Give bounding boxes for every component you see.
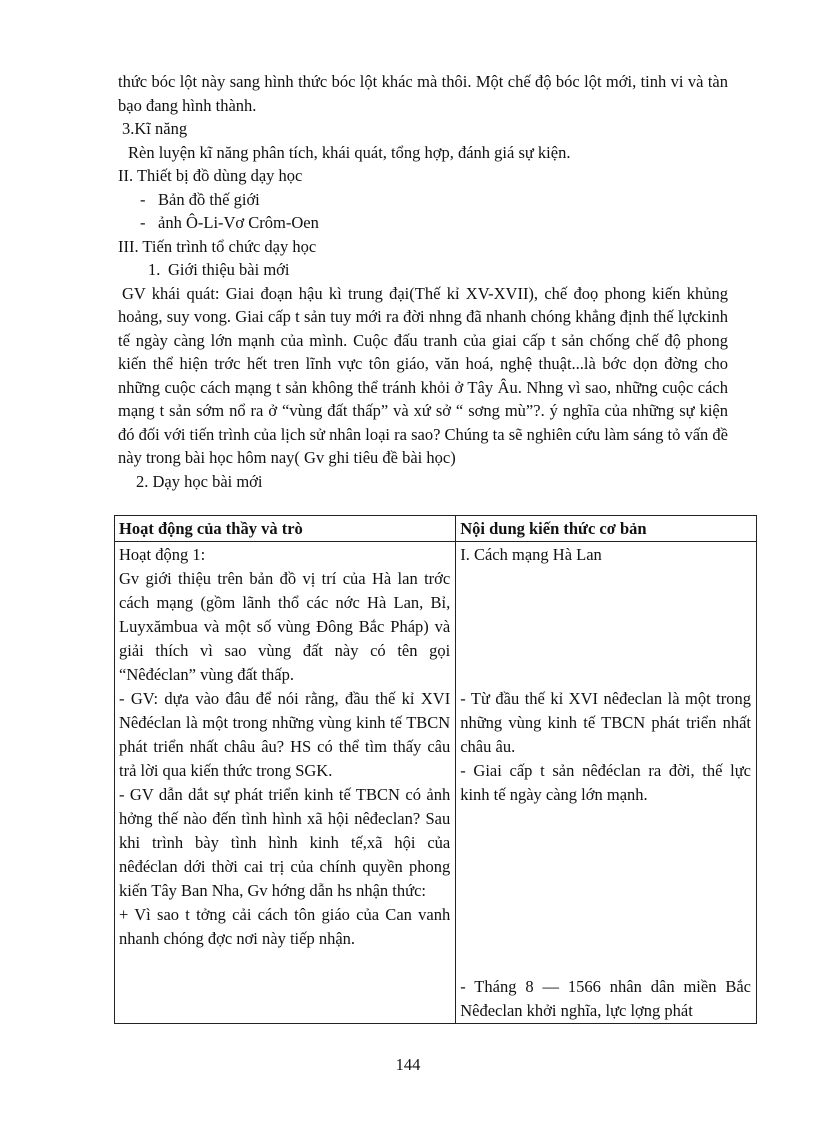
content-paragraph: - Từ đầu thế kỉ XVI nêđeclan là một trong những vùng kinh tế TBCN phát triển nhất châu âu.: [460, 689, 751, 756]
step1-heading: [118, 258, 728, 282]
activities-cell: [115, 542, 456, 1024]
table-header-row: [115, 516, 757, 542]
content-paragraph: - Giai cấp t sản nêđéclan ra đời, thế lực kinh tế ngày càng lớn mạnh.: [460, 761, 751, 804]
page-number: 144: [395, 1055, 421, 1074]
equipment-item-text: Bản đồ thế giới: [158, 189, 260, 209]
step1-label: Giới thiệu bài mới: [168, 260, 290, 279]
header-activities: Hoạt động của thầy và trò: [115, 516, 456, 542]
process-heading: III. Tiến trình tổ chức dạy học: [118, 236, 317, 256]
step1-number: 1.: [148, 260, 161, 279]
spacer: [460, 807, 751, 975]
equipment-item-text: ảnh Ô-Li-Vơ Crôm-Oen: [158, 213, 319, 232]
content-cell: [456, 542, 757, 1024]
gv-intro-paragraph: GV khái quát: Giai đoạn hậu kì trung đại(Thế kỉ XV-XVII), chế đoọ phong kiến khủng hoảng, suy vong. Giai cấp t sản tuy mới ra đời nhng đã nhanh chóng khẳng định thế lựckinh tế ngày càng lớn mạnh của mình. Cuộc đấu tranh của giai cấp t sản chống chế độ phong kiến thể hiện trớc hết tren lĩnh vực tôn giáo, văn hoá, nghệ thuật...là bớc dọn đờng cho những cuộc cách mạng t sản không thể tránh khỏi ở Tây Âu. Nhng vì sao, những cuộc cách mạng t sản sớm nổ ra ở “vùng đất thấp” và xứ sở “ sơng mù”?. ý nghĩa của những sự kiện đó đối với tiến trình của lịch sử nhân loại ra sao? Chúng ta sẽ nghiên cứu làm sáng tỏ vấn đề này trong bài học hôm nay( Gv ghi tiêu đề bài học): [118, 283, 728, 467]
header-content: Nội dung kiến thức cơ bản: [456, 516, 757, 542]
activity-paragraph: Gv giới thiệu trên bản đồ vị trí của Hà lan trớc cách mạng (gồm lãnh thổ các nớc Hà Lan, Bỉ, Luyxămbua và một số vùng Đông Bắc Pháp) và giải thích vì sao vùng đất này có tên gọi “Nêđéclan” vùng đất thấp.: [119, 569, 451, 684]
activity-paragraph: + Vì sao t tởng cải cách tôn giáo của Can vanh nhanh chóng đợc nơi này tiếp nhận.: [119, 905, 451, 948]
dash-bullet: -: [140, 189, 146, 209]
equipment-item: [118, 188, 728, 212]
equipment-item: [118, 211, 728, 235]
table-row: [115, 542, 757, 1024]
activity-paragraph: - GV dẫn dắt sự phát triển kinh tế TBCN có ảnh hởng thế nào đến tình hình xã hội nêđeclan? Sau khi trình bày tình hình kinh tế,xã hội của nêđéclan dới thời cai trị của chính quyền phong kiến Tây Ban Nha, Gv hớng dẫn hs nhận thức:: [119, 785, 451, 900]
intro-paragraph: thức bóc lột này sang hình thức bóc lột khác mà thôi. Một chế độ bóc lột mới, tinh vi và tàn bạo đang hình thành.: [118, 72, 728, 115]
content-paragraph: - Tháng 8 — 1566 nhân dân miền Bắc Nêđeclan khởi nghĩa, lực lợng phát: [460, 977, 751, 1020]
activity-title: Hoạt động 1:: [119, 545, 206, 564]
dash-bullet: -: [140, 213, 146, 232]
spacer: [460, 567, 751, 687]
step2-heading: 2. Dạy học bài mới: [136, 471, 263, 491]
equipment-heading: II. Thiết bị đồ dùng dạy học: [118, 166, 303, 185]
skills-text: Rèn luyện kĩ năng phân tích, khái quát, tổng hợp, đánh giá sự kiện.: [128, 142, 571, 162]
skills-heading: 3.Kĩ năng: [122, 119, 188, 138]
section-title: I. Cách mạng Hà Lan: [460, 545, 602, 564]
document-body: [118, 70, 728, 493]
activity-paragraph: - GV: dựa vào đâu để nói rằng, đầu thế kỉ XVI Nêđéclan là một trong những vùng kinh tế TBCN phát triển nhất châu âu? HS có thể tìm thấy câu trả lời qua kiến thức trong SGK.: [119, 689, 451, 780]
lesson-table: [114, 515, 757, 1024]
